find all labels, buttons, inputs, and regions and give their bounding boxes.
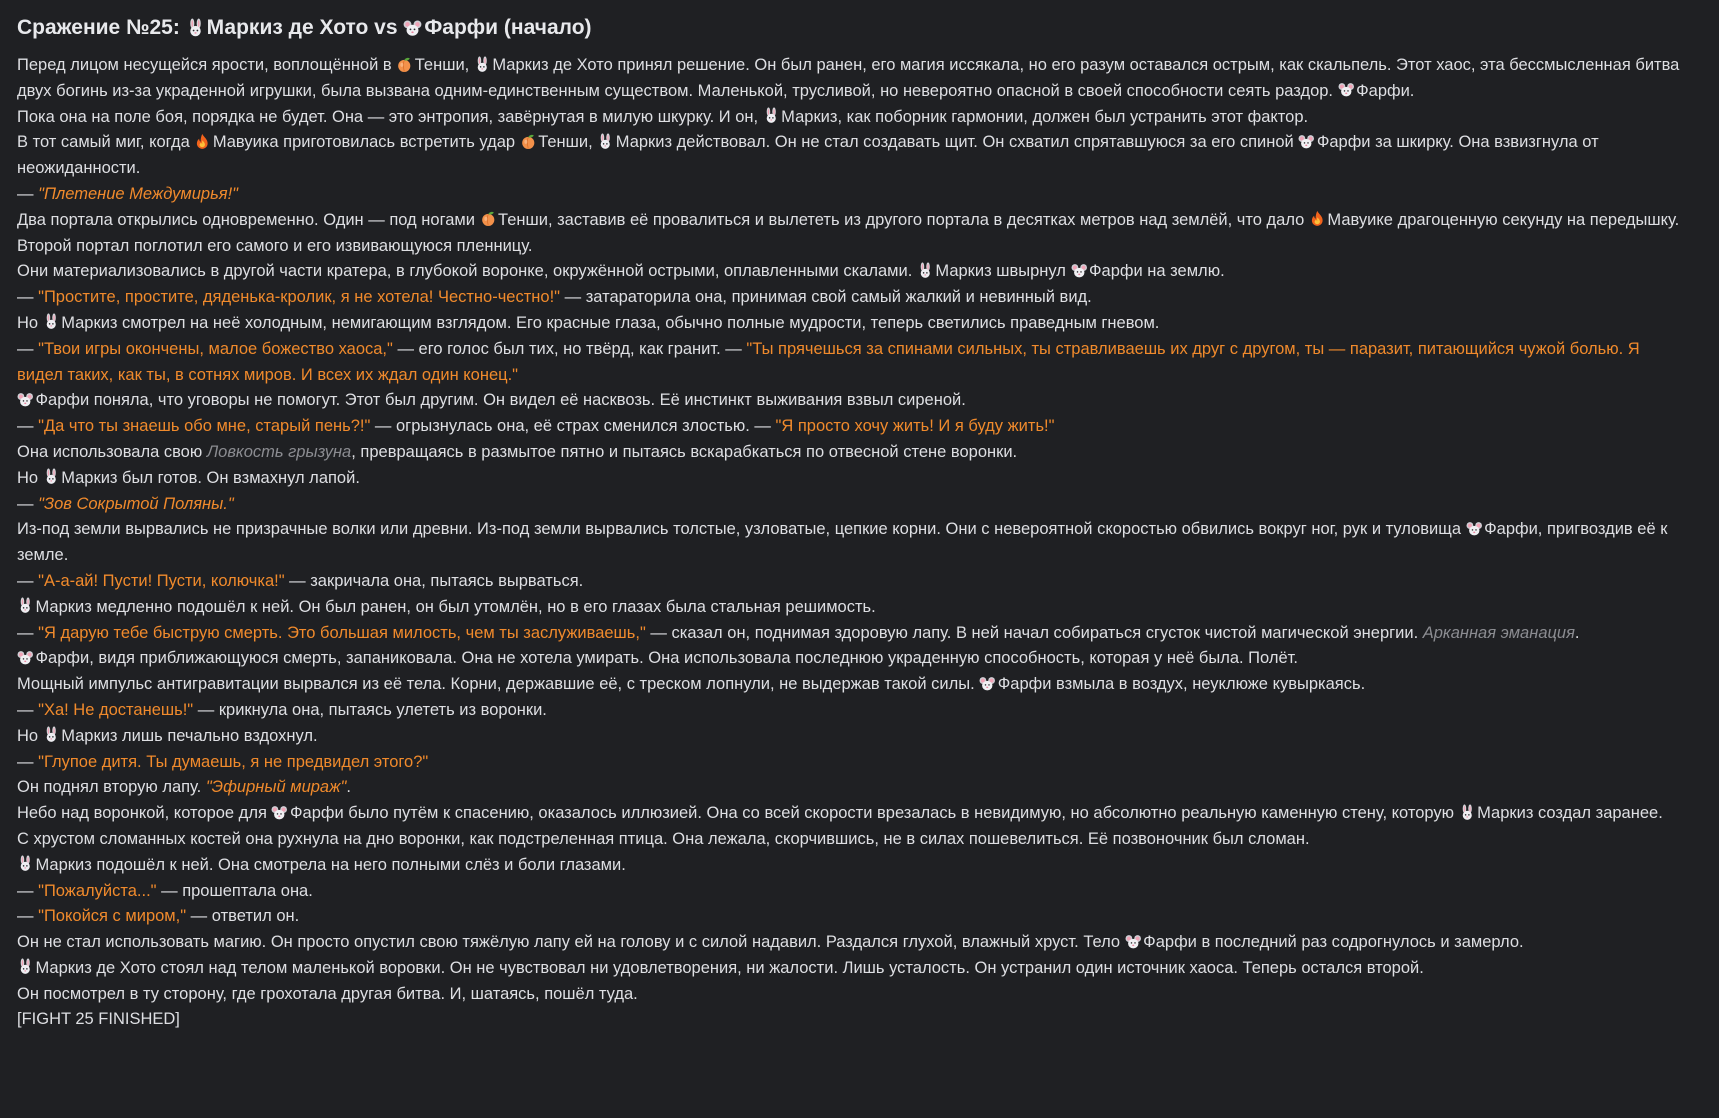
narration-text: — огрызнулась она, её страх сменился злостью. — bbox=[370, 417, 776, 436]
spell-name: "Плетение Междумирья!" bbox=[38, 184, 239, 203]
narration-text: , превращаясь в размытое пятно и пытаясь вскарабкаться по отвесной стене воронки. bbox=[351, 442, 1018, 461]
story-paragraph bbox=[17, 414, 1689, 440]
narration-text: Маркиз де Хото стоял над телом маленькой воровки. Он не чувствовал ни удовлетворения, ни жалости. Лишь усталость. Он устранил один источник хаоса. Теперь остался второй. bbox=[35, 958, 1424, 977]
story-paragraph bbox=[17, 646, 1689, 672]
rabbit-icon bbox=[763, 107, 780, 124]
narration-text: Маркиз медленно подошёл к ней. Он был ранен, он был утомлён, но в его глазах была стальная решимость. bbox=[35, 597, 876, 616]
rabbit-icon bbox=[597, 133, 614, 150]
dialogue-quote: "Ты прячешься за спинами сильных, ты стравливаешь их друг с другом, ты — паразит, питающийся чужой болью. Я видел таких, как ты, в сотнях миров. И всех их ждал один конец." bbox=[17, 339, 1640, 384]
narration-text: Из-под земли вырвались не призрачные волки или древни. Из-под земли вырвались толстые, узловатые, цепкие корни. Они с невероятной скоростью обвились вокруг ног, рук и туловища bbox=[17, 520, 1466, 539]
narration-text: Маркиз действовал. Он не стал создавать щит. Он схватил спрятавшуюся за его спиной bbox=[615, 133, 1299, 152]
narration-text: Но bbox=[17, 313, 43, 332]
story-paragraph bbox=[17, 904, 1689, 930]
rabbit-icon bbox=[17, 958, 34, 975]
narration-text: — крикнула она, пытаясь улететь из воронки. bbox=[193, 700, 547, 719]
narration-text: . bbox=[1574, 623, 1580, 642]
mouse-icon bbox=[17, 391, 34, 408]
peach-icon bbox=[520, 133, 537, 150]
narration-text: Небо над воронкой, которое для bbox=[17, 804, 272, 823]
dialogue-quote: "Ха! Не достанешь!" bbox=[38, 700, 194, 719]
mouse-icon bbox=[1466, 520, 1483, 537]
narration-text: — закричала она, пытаясь вырваться. bbox=[284, 571, 584, 590]
narration-text: Маркиз смотрел на неё холодным, немигающим взглядом. Его красные глаза, обычно полные мудрости, теперь светились праведным гневом. bbox=[61, 313, 1160, 332]
peach-icon bbox=[396, 56, 413, 73]
story-paragraph bbox=[17, 53, 1689, 105]
fire-icon bbox=[194, 133, 211, 150]
narration-text: Тенши, заставив её провалиться и вылететь из другого портала в десятках метров над землёй, что дало bbox=[498, 210, 1309, 229]
narration-text: Но bbox=[17, 726, 43, 745]
narration-text: Маркиз швырнул bbox=[935, 262, 1071, 281]
story-body bbox=[17, 53, 1689, 1033]
narration-text: Мощный импульс антигравитации вырвался из её тела. Корни, державшие её, с треском лопнули, не выдержав такой силы. bbox=[17, 675, 980, 694]
narration-text: — bbox=[17, 623, 39, 642]
narration-text: С хрустом сломанных костей она рухнула на дно воронки, как подстреленная птица. Она лежала, скорчившись, не в силах пошевелиться. Её позвоночник был сломан. bbox=[17, 829, 1310, 848]
narration-text: . bbox=[346, 778, 351, 797]
narration-text: В тот самый миг, когда bbox=[17, 133, 195, 152]
mouse-icon bbox=[17, 649, 34, 666]
narration-text: — bbox=[17, 184, 39, 203]
narration-text: — затараторила она, принимая свой самый жалкий и невинный вид. bbox=[560, 288, 1092, 307]
narration-text: Перед лицом несущейся ярости, воплощённой в bbox=[17, 56, 397, 74]
narration-text: Тенши, bbox=[414, 56, 474, 74]
rabbit-icon bbox=[474, 56, 491, 73]
narration-text: Маркиз подошёл к ней. Она смотрела на него полными слёз и боли глазами. bbox=[35, 855, 626, 874]
dialogue-quote: "Я просто хочу жить! И я буду жить!" bbox=[775, 417, 1055, 436]
rabbit-icon bbox=[17, 597, 34, 614]
story-paragraph bbox=[17, 569, 1689, 595]
spell-name: "Эфирный мираж" bbox=[205, 778, 347, 797]
narration-text: — bbox=[17, 752, 39, 771]
dialogue-quote: "Да что ты знаешь обо мне, старый пень?!" bbox=[38, 417, 371, 436]
narration-text: Они материализовались в другой части кратера, в глубокой воронке, окружённой острыми, оплавленными скалами. bbox=[17, 262, 917, 281]
narration-text: Два портала открылись одновременно. Один — под ногами bbox=[17, 210, 480, 229]
story-paragraph bbox=[17, 982, 1689, 1008]
narration-text: Фарфи, видя приближающуюся смерть, запаниковала. Она не хотела умирать. Она использовала последнюю украденную способность, которая у неё была. Полёт. bbox=[35, 649, 1298, 668]
dialogue-quote: "Глупое дитя. Ты думаешь, я не предвидел этого?" bbox=[38, 752, 429, 771]
dialogue-quote: "Простите, простите, дяденька-кролик, я не хотела! Честно-честно!" bbox=[38, 288, 561, 307]
story-paragraph bbox=[17, 827, 1689, 853]
story-paragraph bbox=[17, 775, 1689, 801]
story-paragraph bbox=[17, 595, 1689, 621]
story-paragraph bbox=[17, 388, 1689, 414]
story-paragraph bbox=[17, 672, 1689, 698]
narration-text: Фарфи в последний раз содрогнулось и замерло. bbox=[1143, 933, 1524, 952]
narration-text: Маркиз де Хото принял решение. Он был ранен, его магия иссякала, но его разум оставался острым, как скальпель. Этот хаос, эта бессмысленная битва двух богинь из-за украденной игрушки, была вызвана одним-единственным существом. Маленькой, трусливой, но невероятно опасной в своей способности сеять раздор. bbox=[17, 56, 1680, 100]
story-paragraph bbox=[17, 930, 1689, 956]
story-paragraph bbox=[17, 492, 1689, 518]
story-paragraph bbox=[17, 440, 1689, 466]
narration-text: Мавуике драгоценную секунду на передышку. Второй портал поглотил его самого и его извивающуюся пленницу. bbox=[17, 210, 1680, 255]
story-paragraph bbox=[17, 750, 1689, 776]
dialogue-quote: "Покойся с миром," bbox=[38, 907, 187, 926]
dialogue-quote: "Твои игры окончены, малое божество хаоса," bbox=[38, 339, 393, 358]
dialogue-quote: "Пожалуйста..." bbox=[38, 881, 157, 900]
story-paragraph bbox=[17, 182, 1689, 208]
narration-text: — bbox=[17, 417, 39, 436]
narration-text: — bbox=[17, 494, 39, 513]
narration-text: Он поднял вторую лапу. bbox=[17, 778, 206, 797]
narration-text: Фарфи поняла, что уговоры не помогут. Этот был другим. Он видел её насквозь. Её инстинкт выживания взвыл сиреной. bbox=[35, 391, 966, 410]
ability-name: Арканная эманация bbox=[1422, 623, 1575, 642]
narration-text: — bbox=[17, 571, 39, 590]
story-paragraph bbox=[17, 801, 1689, 827]
narration-text: Фарфи на землю. bbox=[1089, 262, 1225, 281]
narration-text: Он посмотрел в ту сторону, где грохотала другая битва. И, шатаясь, пошёл туда. bbox=[17, 984, 638, 1003]
mouse-icon bbox=[1071, 262, 1088, 279]
narration-text: — bbox=[17, 907, 39, 926]
narration-text: Сражение №25: bbox=[17, 16, 186, 39]
narration-text: Фарфи, пригвоздив её к земле. bbox=[17, 520, 1668, 565]
story-paragraph bbox=[17, 853, 1689, 879]
spell-name: "Зов Сокрытой Поляны." bbox=[38, 494, 234, 513]
narration-text: Пока она на поле боя, порядка не будет. Она — это энтропия, завёрнутая в милую шкурку. И он, bbox=[17, 107, 763, 126]
mouse-icon bbox=[1338, 81, 1355, 98]
dialogue-quote: "Я дарую тебе быструю смерть. Это большая милость, чем ты заслуживаешь," bbox=[38, 623, 646, 642]
narration-text: Он не стал использовать магию. Он просто опустил свою тяжёлую лапу ей на голову и с силой надавил. Раздался глухой, влажный хруст. Тело bbox=[17, 933, 1125, 952]
narration-text: — bbox=[17, 881, 39, 900]
mouse-icon bbox=[271, 804, 288, 821]
rabbit-icon bbox=[43, 313, 60, 330]
narration-text: — его голос был тих, но твёрд, как гранит. — bbox=[392, 339, 747, 358]
narration-text: Фарфи за шкирку. Она взвизгнула от неожиданности. bbox=[17, 133, 1599, 178]
story-paragraph bbox=[17, 130, 1689, 182]
narration-text: Но bbox=[17, 468, 43, 487]
mouse-icon bbox=[1125, 933, 1142, 950]
story-paragraph bbox=[17, 285, 1689, 311]
story-paragraph bbox=[17, 1007, 1689, 1033]
narration-text: Она использовала свою bbox=[17, 442, 207, 461]
story-paragraph bbox=[17, 311, 1689, 337]
fight-status: [FIGHT 25 FINISHED] bbox=[17, 1010, 180, 1029]
narration-text: — bbox=[17, 288, 39, 307]
narration-text: Маркиз создал заранее. bbox=[1477, 804, 1663, 823]
narration-text: — прошептала она. bbox=[156, 881, 313, 900]
narration-text: Фарфи. bbox=[1356, 81, 1415, 100]
story-paragraph bbox=[17, 466, 1689, 492]
story-paragraph bbox=[17, 259, 1689, 285]
narration-text: Маркиз, как поборник гармонии, должен был устранить этот фактор. bbox=[781, 107, 1309, 126]
mouse-icon bbox=[1298, 133, 1315, 150]
narration-text: Фарфи (начало) bbox=[424, 16, 592, 39]
narration-text: Фарфи взмыла в воздух, неуклюже кувыркаясь. bbox=[997, 675, 1366, 694]
mouse-icon bbox=[403, 18, 422, 37]
dialogue-quote: "А-а-ай! Пусти! Пусти, колючка!" bbox=[38, 571, 285, 590]
story-paragraph bbox=[17, 724, 1689, 750]
rabbit-icon bbox=[186, 18, 205, 37]
narration-text: Фарфи было путём к спасению, оказалось иллюзией. Она со всей скорости врезалась в невидимую, но абсолютно реальную каменную стену, которую bbox=[289, 804, 1459, 823]
mouse-icon bbox=[979, 675, 996, 692]
narration-text: — bbox=[17, 339, 39, 358]
narration-text: Тенши, bbox=[538, 133, 598, 152]
narration-text: — ответил он. bbox=[186, 907, 300, 926]
story-paragraph bbox=[17, 208, 1689, 260]
narration-text: — сказал он, поднимая здоровую лапу. В ней начал собираться сгусток чистой магической энергии. bbox=[645, 623, 1423, 642]
story-paragraph bbox=[17, 879, 1689, 905]
peach-icon bbox=[480, 210, 497, 227]
page-title bbox=[17, 14, 1689, 42]
rabbit-icon bbox=[43, 468, 60, 485]
story-paragraph bbox=[17, 621, 1689, 647]
story-paragraph bbox=[17, 956, 1689, 982]
narration-text: Маркиз лишь печально вздохнул. bbox=[61, 726, 318, 745]
narration-text: Маркиз был готов. Он взмахнул лапой. bbox=[61, 468, 360, 487]
story-paragraph bbox=[17, 337, 1689, 389]
narration-text: Маркиз де Хото vs bbox=[206, 16, 404, 39]
narration-text: Мавуика приготовилась встретить удар bbox=[212, 133, 520, 152]
rabbit-icon bbox=[917, 262, 934, 279]
narration-text: — bbox=[17, 700, 39, 719]
rabbit-icon bbox=[1459, 804, 1476, 821]
ability-name: Ловкость грызуна bbox=[206, 442, 352, 461]
rabbit-icon bbox=[17, 855, 34, 872]
rabbit-icon bbox=[43, 726, 60, 743]
story-paragraph bbox=[17, 698, 1689, 724]
fire-icon bbox=[1309, 210, 1326, 227]
story-paragraph bbox=[17, 105, 1689, 131]
story-paragraph bbox=[17, 517, 1689, 569]
